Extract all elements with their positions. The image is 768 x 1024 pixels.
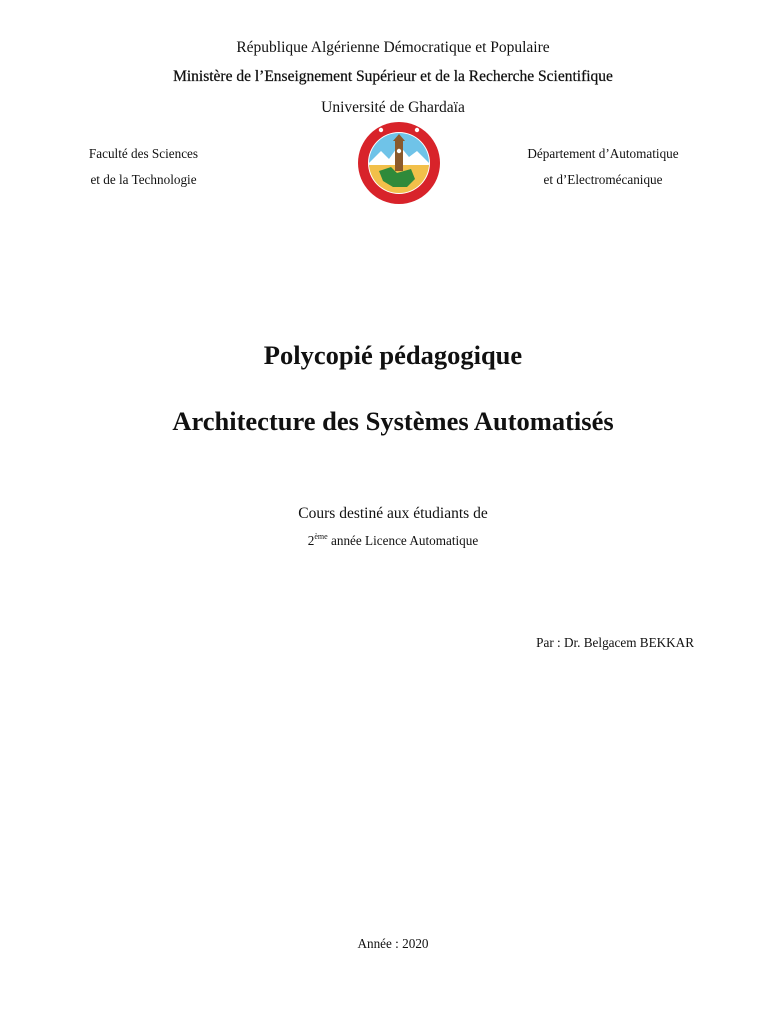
university-heading: Université de Ghardaïa	[321, 99, 465, 116]
crest-star-left	[379, 128, 383, 132]
audience-intro: Cours destiné aux étudiants de	[298, 505, 488, 522]
republic-heading: République Algérienne Démocratique et Populaire	[236, 39, 550, 56]
department-line-2: et d’Electromécanique	[543, 172, 663, 187]
faculty-block	[66, 141, 221, 193]
crest-tower	[395, 141, 403, 171]
faculty-line-1: Faculté des Sciences	[88, 146, 199, 161]
department-block	[500, 141, 706, 193]
publication-year: Année : 2020	[357, 936, 429, 951]
department-line-1: Département d’Automatique	[527, 146, 679, 161]
ministry-heading: Ministère de l’Enseignement Supérieur et de la Recherche Scientifique	[173, 68, 613, 85]
crest-tower-window	[397, 149, 401, 153]
audience-level	[0, 533, 768, 549]
crest-star-right	[415, 128, 419, 132]
year-suffix: ème	[314, 532, 328, 541]
course-title: Architecture des Systèmes Automatisés	[172, 406, 614, 436]
document-type-title: Polycopié pédagogique	[263, 340, 523, 370]
university-crest-icon	[357, 121, 441, 205]
author-line: Par : Dr. Belgacem BEKKAR	[536, 635, 694, 650]
program-name: année Licence Automatique	[327, 533, 479, 548]
year-number: 2	[307, 533, 315, 548]
faculty-line-2: et de la Technologie	[90, 172, 197, 187]
